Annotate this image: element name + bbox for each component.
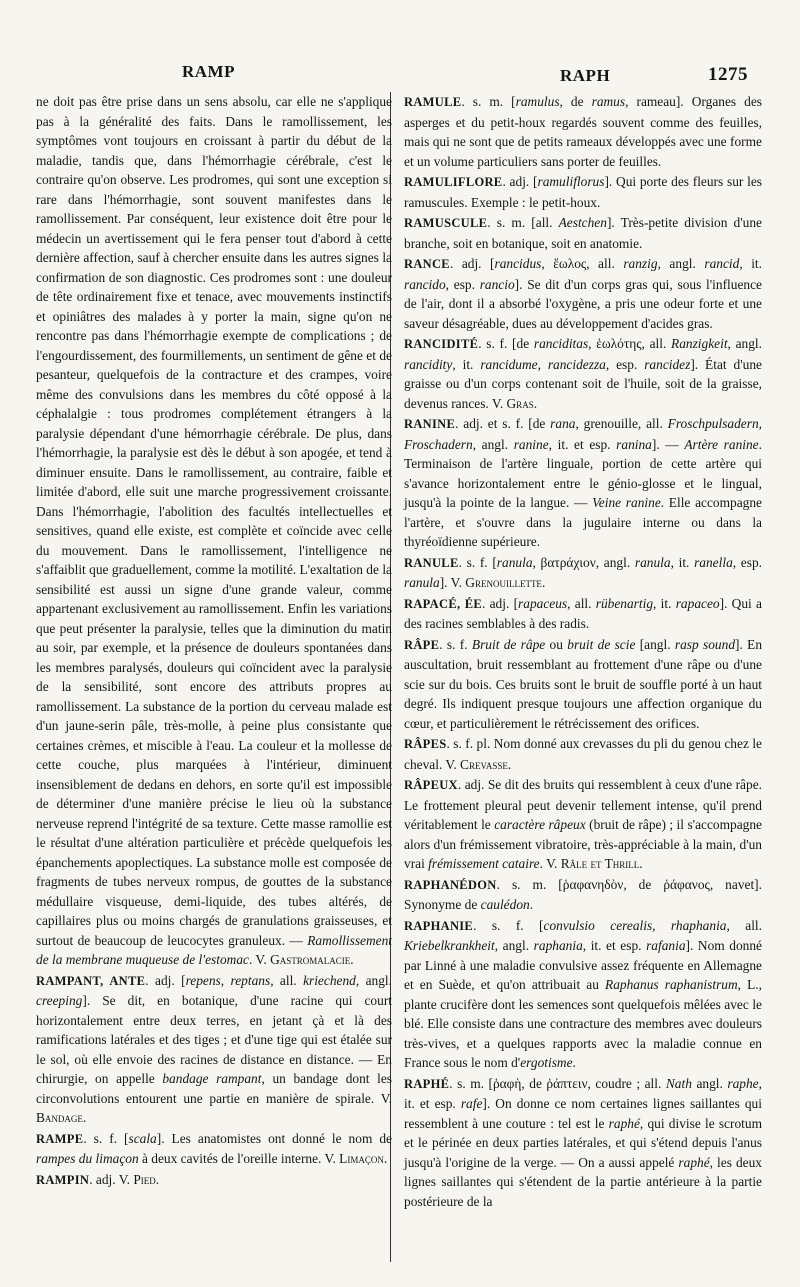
headword: RAMUSCULE [404,216,488,230]
page-number: 1275 [708,64,748,85]
cross-reference[interactable]: Gastromalacie [270,952,351,967]
headword: RAPHANIE [404,918,474,933]
entry-rampant: RAMPANT, ANTE. adj. [repens, reptans, all. kriechend, angl. creeping]. Se dit, en botanique, d'une racine qui court horizontalement entre deux terres, en jetant çà et là des ramifications latérales et des tiges ; et d'une tige qui est étalée sur le sol, où elle envoie des racines de distance en distance. — En chirurgie, on appelle bandage rampant, un bandage dont les circonvolutions entourent une partie en manière de spirale. V. Bandage. [36,972,392,1125]
entry-ranine: RANINE. adj. et s. f. [de rana, grenouille, all. Froschpulsadern, Froschadern, angl. ranine, it. et esp. ranina]. — Artère ranine. Terminaison de l'artère linguale, portion de cette artère qui s'avance horizontalement entre le génio-glosse et le lingual, jusqu'à la pointe de la langue. — Veine ranine. Elle accompagne l'artère, et s'ouvre dans la jugulaire interne ou dans la thyréoïdienne supérieure. [404,416,762,549]
headword: RANULE [404,555,459,570]
entry-rance: RANCE. adj. [rancidus, ἕωλος, all. ranzig, angl. rancid, it. rancido, esp. rancio]. Se dit d'un corps gras qui, sous l'influence de l'air, dont il a absorbé l'oxygène, a pris une odeur forte et une saveur désagréable, dues au développement d'acides gras. [404,256,762,331]
headword: RANCE [404,257,450,271]
entry-ramule: RAMULE. s. m. [ramulus, de ramus, rameau]. Organes des asperges et du petit-houx regardés souvent comme des feuilles, mais qui ne sont que de petits rameaux développés avec une forme et un volume particuliers sans porter de feuilles. [404,94,762,169]
entry-rape: RÂPE. s. f. Bruit de râpe ou bruit de scie [angl. rasp sound]. En auscultation, bruit ressemblant au frottement d'une râpe ou d'une scie sur du bois. Ces bruits sont le bruit de souffle porté à un haut degré. Ils indiquent presque toujours une affection organique du cœur, et particulièrement le rétrécissement des orifices. [404,636,763,731]
headword: RAMPE [36,1131,84,1146]
entry-ranule: RANULE. s. f. [ranula, βατράχιον, angl. ranula, it. ranella, esp. ranula]. V. Grenouillette. [404,554,762,590]
cross-reference[interactable]: Grenouillette [465,575,542,590]
cross-reference[interactable]: Limaçon [339,1151,384,1166]
cross-reference[interactable]: Râle et Thrill [560,856,640,871]
headword: RAMULIFLORE [404,175,503,189]
entry-rapace: RAPACÉ, ÉE. adj. [rapaceus, all. rübenartig, it. rapaceo]. Qui a des racines semblables à des radis. [404,595,762,631]
left-running-head: RAMP [182,62,235,81]
entry-ramuliflore: RAMULIFLORE. adj. [ramuliflorus]. Qui porte des fleurs sur les ramuscules. Exemple : le petit-houx. [404,174,762,210]
headword: RAPACÉ, ÉE [404,596,482,611]
left-column [36,92,392,1191]
right-column [404,92,762,1212]
entry-raphanedon: RAPHANÉDON. s. m. [ῥαφανηδὸν, de ῥάφανος, navet]. Synonyme de caulédon. [404,876,762,912]
entry-ramuscule: RAMUSCULE. s. m. [all. Aestchen]. Très-petite division d'une branche, soit en botanique, soit en anatomie. [404,215,762,251]
headword: RAMPIN [36,1172,90,1187]
right-running-head: RAPH [560,66,611,85]
entry-ramollissement-continuation: ne doit pas être prise dans un sens absolu, car elle ne s'applique pas à la généralité des faits. Dans le ramollissement, les symptômes vont toujours en croissant à partir du début de la maladie, tandis que, dans l'hémorrhagie cérébrale, c'est le contraire qu'on observe. Les prodromes, qui sont une exception si rare dans l'hémorrhagie, sont souvent manifestes dans le ramollissement. Par conséquent, leur existence doit être pour le médecin un avertissement qui le fera penser tout d'abord à cette dernière affection, sauf à chercher ensuite dans les autres signes la confirmation de son diagnostic. Ces prodromes sont : une douleur de tête ordinairement fixe et tenace, avec mouvements instinctifs et opiniâtres des malades à y porter la main, signe qu'on ne rencontre pas dans l'hémorrhagie exempte de complications ; de l'engourdissement, des fourmillements, un sentiment de gêne et de pesanteur, quelquefois de la contracture et des crampes, voire même des convulsions dans les membres du côté opposé à la céphalalgie : tous prodromes complétement étrangers à la paralysie dépendant d'une hémorrhagie cérébrale. De plus, dans l'hémorrhagie, la paralysie est dès le début à son apogée, et tend à diminuer ensuite. Dans le ramollissement, au contraire, faible et limitée d'abord, elle suit une marche progressivement croissante. Dans l'hémorrhagie, l'abolition des facultés intellectuelles et sensitives, quand elle existe, est complète et coïncide avec celle du mouvement. Dans le ramollissement, l'intelligence ne s'affaiblit que graduellement, comme la motilité. L'exaltation de la sensibilité est aussi un signe d'une grande valeur, comme appartenant exclusivement au ramollissement. Enfin les variations que peut présenter la paralysie, telles que la diminution du matin au soir, par exemple, et la présence de douleurs spontanées dans les membres paralysés, douleurs qui coïncident avec la paralysie de la sensibilité, sont encore des attributs propres au ramollissement. La substance de la portion du cerveau malade est d'un jaune-serin pâle, très-molle, à peine plus consistante que certaines crèmes, et miscible à l'eau. La couleur et la mollesse de cette couche, plus marquées à l'intérieur, diminuent insensiblement de dedans en dehors, en sorte qu'il est impossible de déterminer d'une manière précise le lieu où la substance nerveuse reprend l'intégrité de sa texture. Cette masse ramollie est le résultat d'une altération particulière et précède quelquefois les épanchements apoplectiques. La substance molle est composée de fragments de tubes nerveux rompus, de gouttes de la substance médullaire visqueuse, demi-liquide, des tubes altérés, de capillaires plus ou moins chargés de granulations graisseuses, et surtout de beaucoup de leucocytes granuleux. — Ramollissement de la membrane muqueuse de l'estomac. V. Gastromalacie. [36,94,392,967]
headword: RAPHANÉDON [404,877,497,892]
headword: RÂPES [404,737,447,751]
headword: RAMPANT, ANTE [36,973,146,988]
headword: RÂPEUX [404,778,458,792]
headword: RANINE [404,417,456,431]
entry-rapeux: RÂPEUX. adj. Se dit des bruits qui ressemblent à ceux d'une râpe. Le frottement pleural peut devenir tellement intense, qu'il prend véritablement le caractère râpeux (bruit de râpe) ; il s'accompagne alors d'un frémissement vibratoire, très-appréciable à la main, d'un vrai frémissement cataire. V. Râle et Thrill. [404,777,762,871]
cross-reference[interactable]: Pied [133,1171,156,1187]
headword: RAPHÉ [404,1076,450,1091]
headword: RANCIDITÉ [404,337,479,351]
headword: RÂPE [404,637,440,652]
headword: RAMULE [404,95,462,109]
running-header [0,58,800,88]
cross-reference[interactable]: Crevasse [460,756,508,772]
entry-raphanie: RAPHANIE. s. f. [convulsio cerealis, rhaphania, all. Kriebelkrankheit, angl. raphania, it. et esp. rafania]. Nom donné par Linné à une maladie convulsive assez fréquente en Allemagne et en Suède, et qu'on attribuait au Raphanus raphanistrum, L., plante crucifère dont les semences sont quelquefois mêlées avec le blé. Elle consiste dans une contracture des membres avec douleurs très-vives, et a quelques rapports avec la maladie connue en France sous le nom d'ergotisme. [404,917,763,1070]
cross-reference[interactable]: Gras [506,395,534,411]
entry-rampin: RAMPIN. adj. V. Pied. [36,1171,160,1187]
entry-raphe: RAPHÉ. s. m. [ῥαφὴ, de ῥάπτειν, coudre ; all. Nath angl. raphe, it. et esp. rafe]. On donne ce nom certaines lignes saillantes qui ressemblent à une couture : tel est le raphé, qui divise le scrotum et le périnée en deux parties latérales, et qui s'étend depuis l'anus jusqu'à l'origine de la verge. — On a aussi appelé raphé, les deux lignes saillantes qui s'étendent de la partie antérieure à la partie postérieure de la [404,1075,762,1209]
entry-rapes: RÂPES. s. f. pl. Nom donné aux crevasses du pli du genou chez le cheval. V. Crevasse. [404,736,762,772]
cross-reference[interactable]: Bandage [36,1110,83,1125]
entry-rampe: RAMPE. s. f. [scala]. Les anatomistes ont donné le nom de rampes du limaçon à deux cavités de l'oreille interne. V. Limaçon. [36,1130,392,1166]
entry-rancidite: RANCIDITÉ. s. f. [de ranciditas, ἑωλότης, all. Ranzigkeit, angl. rancidity, it. rancidume, rancidezza, esp. rancidez]. État d'une graisse ou d'un corps contenant soit de l'huile, soit de la graisse, devenus rances. V. Gras. [404,336,762,411]
